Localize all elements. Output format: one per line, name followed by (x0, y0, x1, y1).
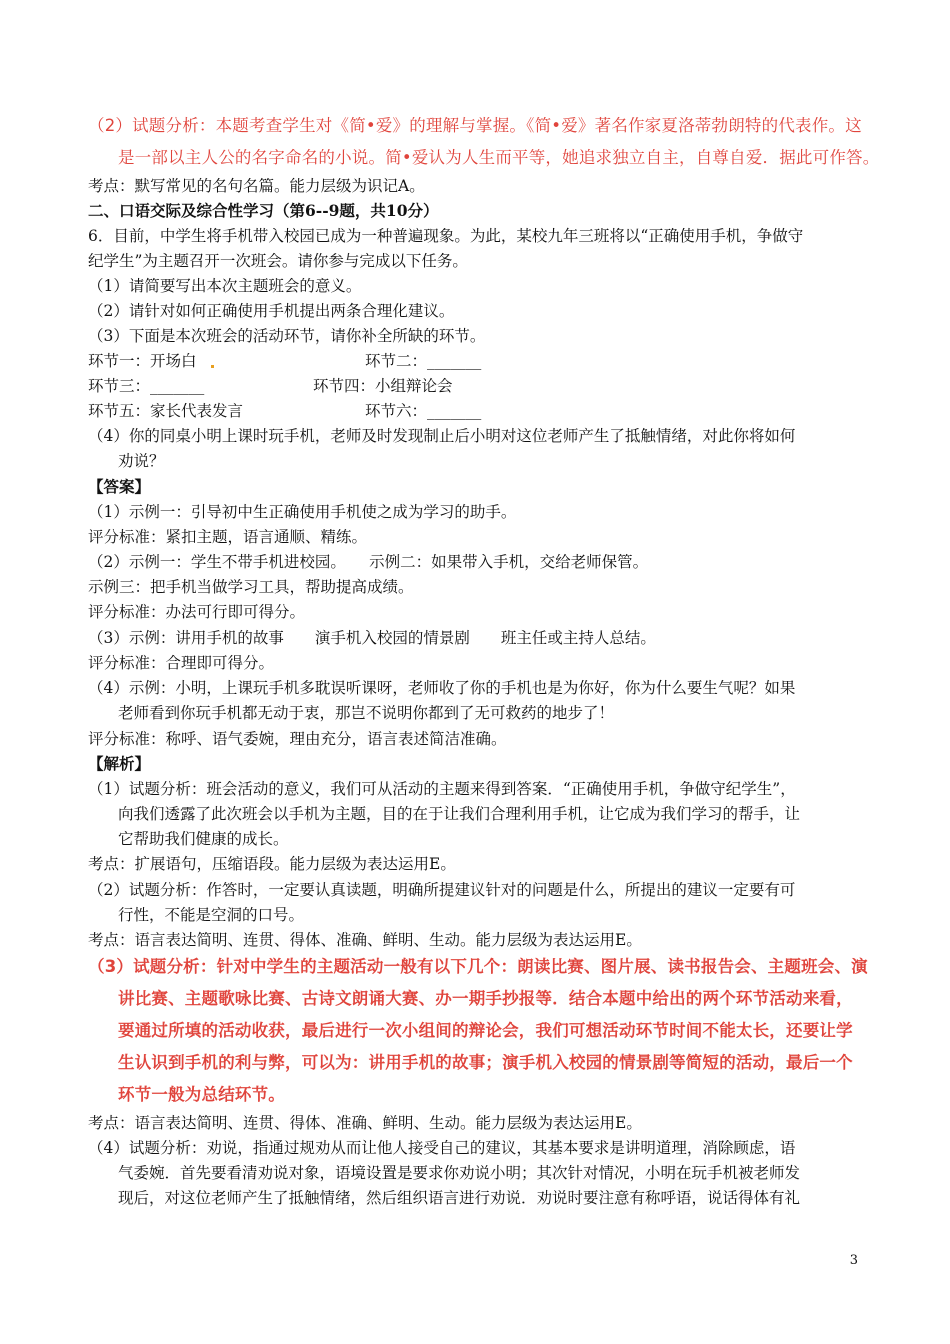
step-1 (88, 351, 214, 371)
step-3: 环节三：_______ (88, 377, 205, 395)
analysis-2b-line-2: 行性，不能是空洞的口号。 (118, 906, 305, 924)
criteria-3: 评分标准：合理即可得分。 (88, 654, 275, 672)
analysis-1-line-3: 它帮助我们健康的成长。 (118, 830, 289, 848)
analysis-3-line-5: 环节一般为总结环节。 (118, 1085, 285, 1104)
kaodian-1: 考点：扩展语句，压缩语段。能力层级为表达运用E。 (88, 855, 456, 873)
answer-4-line-2: 老师看到你玩手机都无动于衷，那岂不说明你都到了无可救药的地步了！ (118, 704, 615, 722)
orange-mark (211, 365, 214, 368)
analysis-4-line-3: 现后，对这位老师产生了抵触情绪，然后组织语言进行劝说．劝说时要注意有称呼语，说话得体有礼 (118, 1189, 801, 1207)
kaodian-3: 考点：语言表达简明、连贯、得体、准确、鲜明、生动。能力层级为表达运用E。 (88, 1114, 642, 1132)
analysis-2b-line-1: （2）试题分析：作答时，一定要认真读题，明确所提建议针对的问题是什么，所提出的建议一定要有可 (88, 881, 796, 899)
criteria-4: 评分标准：称呼、语气委婉，理由充分，语言表述简洁准确。 (88, 730, 507, 748)
step-2: 环节二：_______ (365, 352, 482, 370)
answer-heading: 【答案】 (88, 477, 151, 496)
step-6: 环节六：_______ (365, 402, 482, 420)
step-5: 环节五：家长代表发言 (88, 402, 244, 420)
question-6-line-1: 6．目前，中学生将手机带入校园已成为一种普遍现象。为此，某校九年三班将以“正确使用手机，争做守 (88, 227, 804, 245)
analysis-3-line-3: 要通过所填的活动收获，最后进行一次小组间的辩论会，我们可想活动环节时间不能太长，还要让学 (118, 1021, 853, 1040)
step-1-text: 环节一：开场白 (88, 352, 197, 370)
task-4-line-1: （4）你的同桌小明上课时玩手机，老师及时发现制止后小明对这位老师产生了抵触情绪，对此你将如何 (88, 427, 796, 445)
kaodian-line: 考点：默写常见的名句名篇。能力层级为识记A。 (88, 177, 425, 195)
analysis-3-line-2: 讲比赛、主题歌咏比赛、古诗文朗诵大赛、办一期手抄报等．结合本题中给出的两个环节活动来看， (118, 989, 853, 1008)
task-2: （2）请针对如何正确使用手机提出两条合理化建议。 (88, 302, 455, 320)
task-1: （1）请简要写出本次主题班会的意义。 (88, 277, 362, 295)
analysis-1-line-2: 向我们透露了此次班会以手机为主题，目的在于让我们合理利用手机，让它成为我们学习的帮手，让 (118, 805, 801, 823)
page-number: 3 (849, 1253, 858, 1268)
analysis-2-line-2: 是一部以主人公的名字命名的小说。简•爱认为人生而平等，她追求独立自主，自尊自爱．据此可作答。 (118, 148, 880, 167)
analysis-4-line-1: （4）试题分析：劝说，指通过规劝从而让他人接受自己的建议，其基本要求是讲明道理，消除顾虑，语 (88, 1139, 796, 1157)
answer-2: （2）示例一：学生不带手机进校园。 示例二：如果带入手机，交给老师保管。 (88, 553, 649, 571)
analysis-4-line-2: 气委婉．首先要看清劝说对象，语境设置是要求你劝说小明；其次针对情况，小明在玩手机被老师发 (118, 1164, 801, 1182)
analysis-3-line-4: 生认识到手机的利与弊，可以为：讲用手机的故事；演手机入校园的情景剧等简短的活动，最后一个 (118, 1053, 853, 1072)
criteria-1: 评分标准：紧扣主题，语言通顺、精练。 (88, 528, 368, 546)
answer-1: （1）示例一：引导初中生正确使用手机使之成为学习的助手。 (88, 503, 517, 521)
criteria-2: 评分标准：办法可行即可得分。 (88, 603, 306, 621)
analysis-1-line-1: （1）试题分析：班会活动的意义，我们可从活动的主题来得到答案．“正确使用手机，争做守纪学生”， (88, 780, 796, 798)
task-4-line-2: 劝说？ (118, 452, 165, 470)
analysis-3-line-1: （3）试题分析：针对中学生的主题活动一般有以下几个：朗读比赛、图片展、读书报告会、主题班会、演 (88, 957, 868, 976)
answer-2-example-3: 示例三：把手机当做学习工具，帮助提高成绩。 (88, 578, 414, 596)
question-6-line-2: 纪学生”为主题召开一次班会。请你参与完成以下任务。 (88, 252, 468, 270)
kaodian-2: 考点：语言表达简明、连贯、得体、准确、鲜明、生动。能力层级为表达运用E。 (88, 931, 642, 949)
analysis-heading: 【解析】 (88, 754, 151, 773)
answer-4-line-1: （4）示例：小明，上课玩手机多耽误听课呀，老师收了你的手机也是为你好，你为什么要生气呢？如果 (88, 679, 796, 697)
task-3: （3）下面是本次班会的活动环节，请你补全所缺的环节。 (88, 327, 486, 345)
step-4: 环节四：小组辩论会 (313, 377, 453, 395)
section-heading: 二、口语交际及综合性学习（第6--9题，共10分） (88, 201, 439, 220)
analysis-2-line-1: （2）试题分析：本题考查学生对《简•爱》的理解与掌握。《简•爱》著名作家夏洛蒂勃朗特的代表作。这 (88, 116, 862, 135)
answer-3: （3）示例：讲用手机的故事 演手机入校园的情景剧 班主任或主持人总结。 (88, 629, 656, 647)
